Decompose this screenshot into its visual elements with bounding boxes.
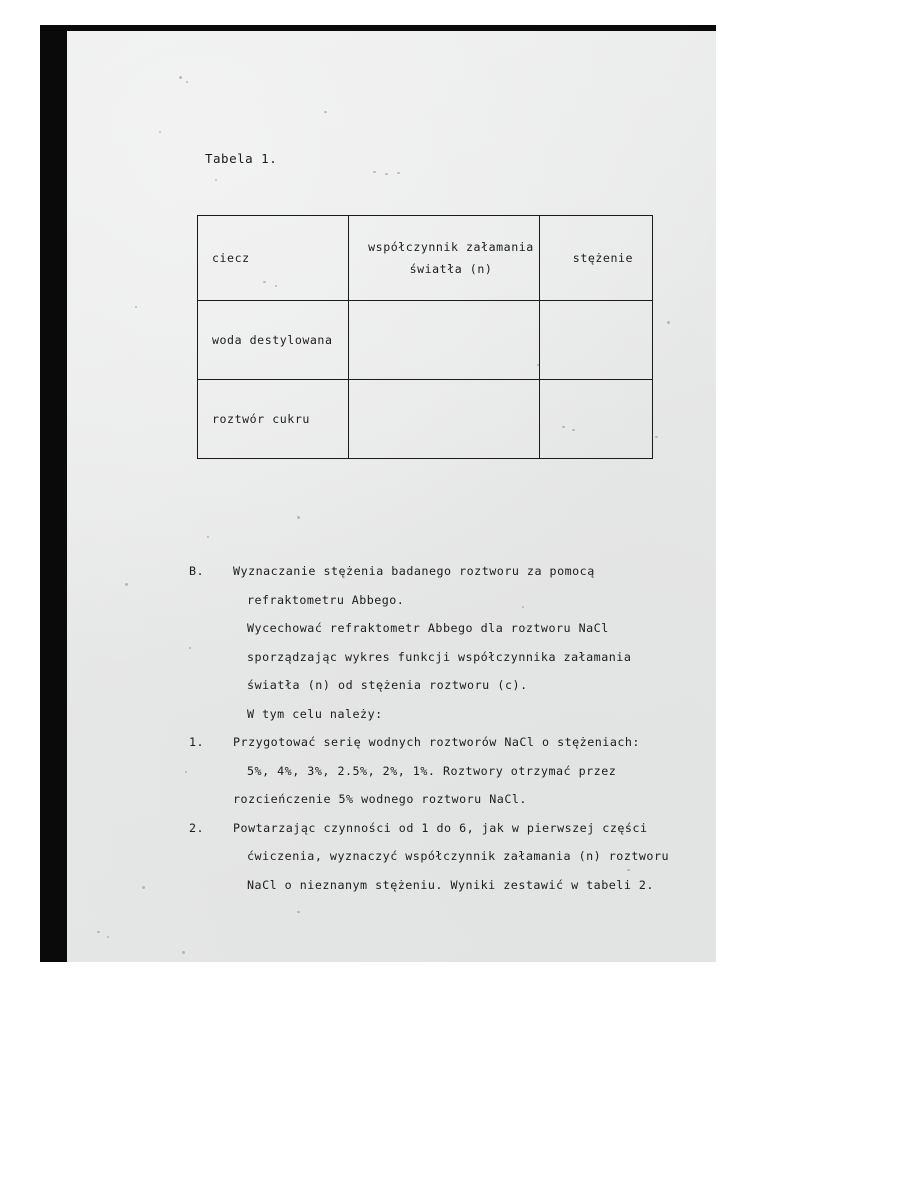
instruction-line — [189, 764, 689, 793]
scanned-page-area — [40, 25, 716, 962]
section-marker-b: B. — [189, 564, 205, 578]
results-table — [197, 215, 653, 459]
instruction-text: ćwiczenia, wyznaczyć współczynnik załamania (n) roztworu — [247, 849, 670, 863]
instruction-text: refraktometru Abbego. — [247, 592, 405, 607]
table-caption: Tabela 1. — [205, 151, 278, 166]
table-header-liquid: ciecz — [198, 216, 349, 301]
table-cell-concentration — [539, 301, 652, 380]
instruction-line — [189, 735, 689, 764]
instruction-line — [189, 678, 689, 707]
table-row — [198, 380, 653, 459]
instruction-text: Wycechować refraktometr Abbego dla roztworu NaCl — [247, 621, 609, 635]
section-marker-2: 2. — [189, 820, 205, 835]
instruction-line — [189, 650, 689, 679]
instruction-text: W tym celu należy: — [247, 706, 383, 721]
instruction-text: Przygotować serię wodnych roztworów NaCl o stężeniach: — [233, 735, 640, 749]
table-cell-refractive-index — [349, 301, 540, 380]
document-content — [67, 31, 716, 962]
instruction-line — [189, 878, 689, 907]
instruction-line — [189, 564, 689, 593]
section-marker-1: 1. — [189, 735, 205, 749]
instruction-line — [189, 792, 689, 821]
instruction-text: NaCl o nieznanym stężeniu. Wyniki zestawić w tabeli 2. — [247, 877, 654, 892]
table-cell-liquid: roztwór cukru — [198, 380, 349, 459]
table-header-refractive-index-line2: światła (n) — [409, 262, 493, 276]
instruction-text: Wyznaczanie stężenia badanego roztworu za pomocą — [233, 564, 595, 578]
instruction-text: rozcieńczenie 5% wodnego roztworu NaCl. — [233, 792, 527, 806]
instruction-text: Powtarzając czynności od 1 do 6, jak w pierwszej części — [233, 820, 648, 835]
table-cell-refractive-index — [349, 380, 540, 459]
table-row — [198, 301, 653, 380]
instruction-text: światła (n) od stężenia roztworu (c). — [247, 678, 528, 692]
table-cell-liquid: woda destylowana — [198, 301, 349, 380]
table-header-concentration: stężenie — [539, 216, 652, 301]
instruction-line — [189, 593, 689, 622]
table-header-row — [198, 216, 653, 301]
instructions-body — [189, 564, 689, 906]
instruction-text: sporządzając wykres funkcji współczynnika załamania — [247, 649, 632, 664]
instruction-text: 5%, 4%, 3%, 2.5%, 2%, 1%. Roztwory otrzymać przez — [247, 763, 617, 778]
table-header-refractive-index-line1: współczynnik załamania — [368, 239, 534, 254]
instruction-line — [189, 621, 689, 650]
page-sheet — [67, 31, 716, 962]
table-cell-concentration — [539, 380, 652, 459]
instruction-line — [189, 707, 689, 736]
table-header-refractive-index — [349, 216, 540, 301]
instruction-line — [189, 849, 689, 878]
instruction-line — [189, 821, 689, 850]
